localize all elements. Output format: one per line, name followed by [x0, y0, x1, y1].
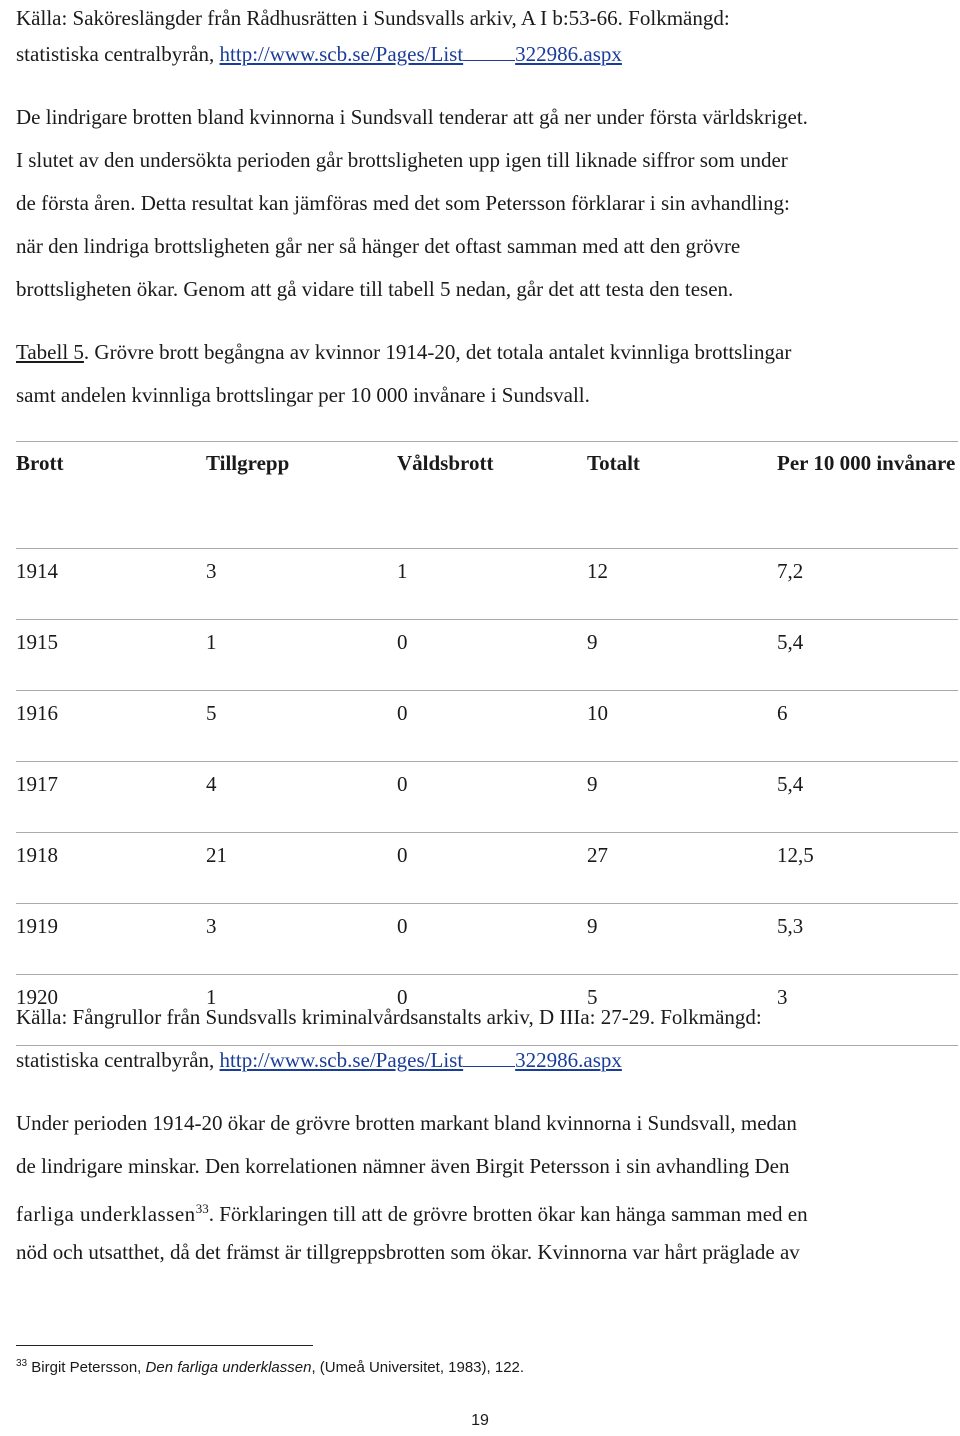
- table-row: [16, 549, 958, 620]
- cell-totalt: 9: [587, 762, 777, 833]
- source-note-2-prefix: statistiska centralbyrån,: [16, 1048, 215, 1072]
- cell-tillgrepp: 1: [206, 620, 397, 691]
- footnote-marker[interactable]: 33: [195, 1201, 209, 1216]
- header-totalt: Totalt: [587, 442, 777, 549]
- cell-totalt: 10: [587, 691, 777, 762]
- table-reference: Tabell 5: [16, 340, 84, 364]
- cell-totalt: 9: [587, 620, 777, 691]
- source-note-1-prefix: statistiska centralbyrån,: [16, 42, 215, 66]
- paragraph-1-line-3: de första åren. Detta resultat kan jämföras med det som Petersson förklarar i sin avhandling:: [16, 191, 790, 215]
- paragraph-2-line-1: Under perioden 1914-20 ökar de grövre brotten markant bland kvinnorna i Sundsvall, medan: [16, 1111, 797, 1135]
- cell-totalt: 27: [587, 833, 777, 904]
- cell-tillgrepp: 21: [206, 833, 397, 904]
- page-number: 19: [471, 1412, 489, 1429]
- cell-valdsbrott: 1: [397, 549, 587, 620]
- table-row: [16, 620, 958, 691]
- paragraph-2-line-4: nöd och utsatthet, då det främst är tillgreppsbrotten som ökar. Kvinnorna var hårt präglade av: [16, 1240, 800, 1264]
- cell-tillgrepp: 3: [206, 904, 397, 975]
- crime-table: [16, 441, 958, 1046]
- table-row: [16, 904, 958, 975]
- footnote-divider: [16, 1345, 313, 1346]
- header-per-10000: Per 10 000 invånare: [777, 442, 958, 549]
- cell-per-10000: 6: [777, 691, 958, 762]
- cell-valdsbrott: 0: [397, 620, 587, 691]
- cell-totalt: 9: [587, 904, 777, 975]
- cell-tillgrepp: 5: [206, 691, 397, 762]
- cell-per-10000: 12,5: [777, 833, 958, 904]
- footnote-rest: , (Umeå Universitet, 1983), 122.: [311, 1359, 525, 1376]
- cell-valdsbrott: 0: [397, 833, 587, 904]
- table-caption-line-2: samt andelen kvinnliga brottslingar per 10 000 invånare i Sundsvall.: [16, 383, 590, 407]
- cell-tillgrepp: 1: [206, 975, 397, 1046]
- cell-totalt: 12: [587, 549, 777, 620]
- footnote-33: [16, 1358, 524, 1376]
- header-brott: Brott: [16, 442, 206, 549]
- cell-valdsbrott: 0: [397, 975, 587, 1046]
- cell-year: 1918: [16, 833, 206, 904]
- cell-year: 1915: [16, 620, 206, 691]
- source-note-2-line-1: Källa: Fångrullor från Sundsvalls kriminalvårdsanstalts arkiv, D IIIa: 27-29. Folkmängd:: [16, 1005, 762, 1029]
- table-row: [16, 762, 958, 833]
- cell-per-10000: 7,2: [777, 549, 958, 620]
- table-row: [16, 833, 958, 904]
- paragraph-1-line-5: brottsligheten ökar. Genom att gå vidare till tabell 5 nedan, går det att testa den tesen.: [16, 277, 734, 301]
- cell-per-10000: 5,4: [777, 620, 958, 691]
- header-valdsbrott: Våldsbrott: [397, 442, 587, 549]
- cell-year: 1916: [16, 691, 206, 762]
- footnote-title: Den farliga underklassen: [145, 1359, 312, 1376]
- table-caption-line-1: [16, 338, 791, 366]
- cell-tillgrepp: 4: [206, 762, 397, 833]
- cell-year: 1919: [16, 904, 206, 975]
- source-note-2-line-2: [16, 1046, 622, 1074]
- paragraph-2-line-3-rest: . Förklaringen till att de grövre brotten ökar kan hänga samman med en: [208, 1202, 808, 1226]
- cell-year: 1914: [16, 549, 206, 620]
- source-note-1-line-1: Källa: Saköreslängder från Rådhusrätten i Sundsvalls arkiv, A I b:53-66. Folkmängd:: [16, 6, 730, 30]
- paragraph-1-line-1: De lindrigare brotten bland kvinnorna i Sundsvall tenderar att gå ner under första världskriget.: [16, 105, 808, 129]
- table-caption-text: . Grövre brott begångna av kvinnor 1914-20, det totala antalet kvinnliga brottslingar: [83, 340, 792, 364]
- cell-year: 1920: [16, 975, 206, 1046]
- book-title: farliga underklassen: [16, 1202, 196, 1226]
- table-header-row: [16, 442, 958, 549]
- footnote-author: Birgit Petersson,: [31, 1359, 146, 1376]
- cell-tillgrepp: 3: [206, 549, 397, 620]
- cell-per-10000: 5,3: [777, 904, 958, 975]
- source-note-1-line-2: [16, 40, 622, 68]
- footnote-number: 33: [16, 1358, 28, 1369]
- cell-valdsbrott: 0: [397, 762, 587, 833]
- scb-link-1[interactable]: http://www.scb.se/Pages/List 322986.aspx: [219, 42, 622, 66]
- paragraph-2-line-2: de lindrigare minskar. Den korrelationen nämner även Birgit Petersson i sin avhandling Den: [16, 1154, 790, 1178]
- paragraph-1-line-2: I slutet av den undersökta perioden går brottsligheten upp igen till liknade siffror som under: [16, 148, 788, 172]
- paragraph-1-line-4: när den lindriga brottsligheten går ner så hänger det oftast samman med att den grövre: [16, 234, 741, 258]
- cell-year: 1917: [16, 762, 206, 833]
- cell-totalt: 5: [587, 975, 777, 1046]
- table-row: [16, 691, 958, 762]
- cell-per-10000: 3: [777, 975, 958, 1046]
- header-tillgrepp: Tillgrepp: [206, 442, 397, 549]
- scb-link-2[interactable]: http://www.scb.se/Pages/List 322986.aspx: [219, 1048, 622, 1072]
- cell-valdsbrott: 0: [397, 904, 587, 975]
- cell-valdsbrott: 0: [397, 691, 587, 762]
- paragraph-2-line-3: [16, 1195, 808, 1228]
- cell-per-10000: 5,4: [777, 762, 958, 833]
